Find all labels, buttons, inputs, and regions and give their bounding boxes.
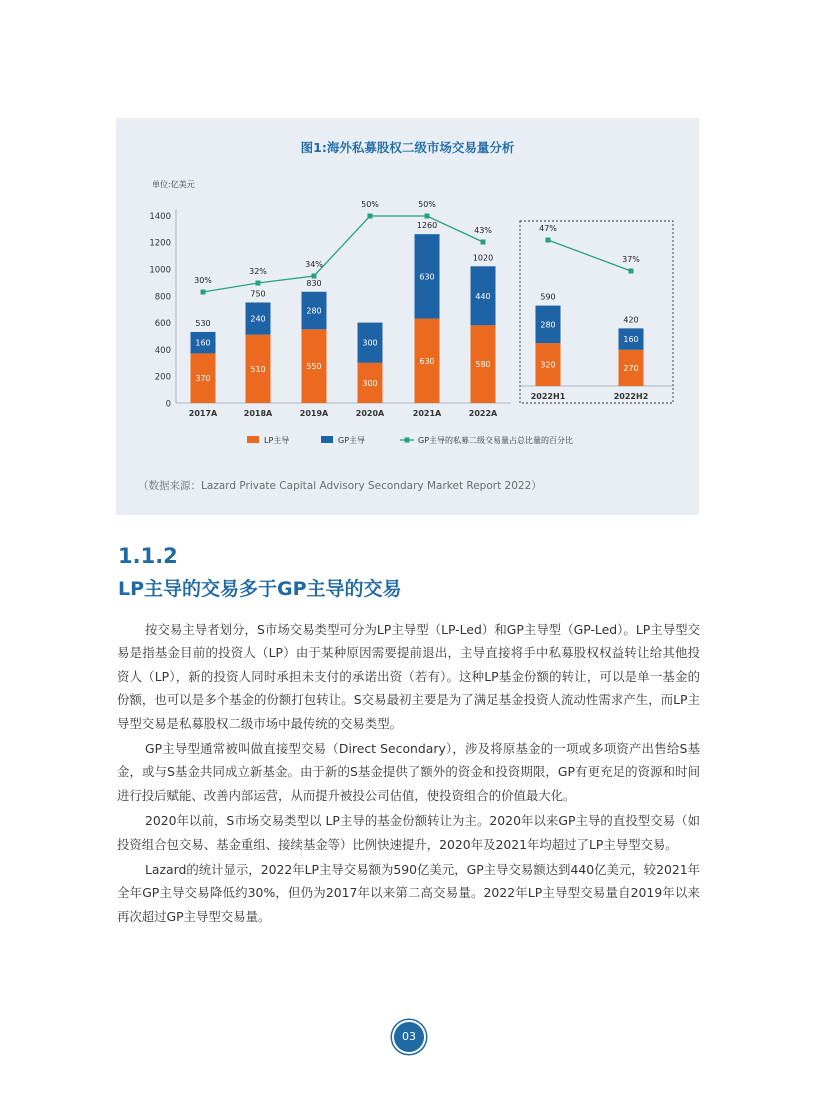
y-tick-label: 600 (154, 319, 171, 330)
bar-total-label: 1020 (472, 253, 494, 263)
bar-lp-label: 370 (195, 374, 211, 384)
pct-point (368, 214, 373, 219)
chart-title: 图1:海外私募股权二级市场交易量分析 (300, 140, 515, 155)
y-tick-label: 0 (165, 399, 171, 410)
bar-gp-label: 240 (250, 314, 266, 324)
pct-label: 30% (194, 276, 212, 285)
bar-total-label: 420 (623, 315, 639, 325)
bar-gp-label: 300 (362, 338, 378, 348)
pct-point (256, 281, 261, 286)
x-tick-label: 2022H1 (530, 392, 566, 401)
x-tick-label: 2021A (412, 409, 442, 418)
pct-label: 34% (305, 260, 323, 269)
paragraph: GP主导型通常被叫做直接型交易（Direct Secondary），涉及将原基金的一项或多项资产出售给S基金，或与S基金共同成立新基金。由于新的S基金提供了额外的资金和投资期限，GP有更充足的资源和时间进行投后赋能、改善内部运营，从而提升被投公司估值，使投资组合的价值最大化。 (117, 741, 700, 803)
section-number: 1.1.2 (118, 544, 178, 568)
bar-total-label: 1260 (416, 221, 438, 231)
chart-source: （数据来源：Lazard Private Capital Advisory Secondary Market Report 2022） (138, 480, 542, 492)
y-tick-label: 400 (154, 345, 171, 356)
bar-gp-label: 440 (475, 291, 491, 301)
section-title: LP主导的交易多于GP主导的交易 (118, 578, 402, 600)
pct-point (546, 238, 551, 243)
x-tick-label: 2020A (355, 409, 385, 418)
y-tick-label: 1000 (149, 265, 171, 276)
bar-gp-label: 630 (419, 272, 435, 282)
y-tick-label: 1400 (149, 211, 171, 222)
pct-point (312, 274, 317, 279)
pct-point (201, 290, 206, 295)
bar-lp-label: 270 (623, 363, 639, 373)
body-text (117, 618, 700, 930)
x-tick-label: 2018A (243, 409, 273, 418)
chart-panel (116, 118, 699, 515)
pct-point (425, 214, 430, 219)
x-tick-label: 2022A (468, 409, 498, 418)
bar-total-label: 750 (250, 289, 266, 299)
y-tick-label: 1200 (149, 238, 171, 249)
bar-gp-label: 280 (306, 306, 322, 316)
bar-lp-label: 580 (475, 360, 491, 370)
bar-lp-label: 550 (306, 362, 322, 372)
bar-lp-label: 630 (419, 356, 435, 366)
pct-label: 50% (361, 200, 379, 209)
legend-swatch-lp (247, 436, 259, 443)
pct-point (481, 240, 486, 245)
bar-gp-label: 160 (623, 335, 639, 345)
legend-label-pct: GP主导的私募二级交易量占总比量的百分比 (418, 436, 574, 445)
legend-label-lp: LP主导 (264, 436, 290, 445)
bar-gp-label: 160 (195, 338, 211, 348)
bar-gp-label: 280 (540, 320, 556, 330)
chart-svg (116, 118, 699, 515)
x-tick-label: 2022H2 (613, 392, 649, 401)
bar-total-label: 590 (540, 292, 556, 302)
legend-label-gp: GP主导 (338, 436, 366, 445)
paragraph: 2020年以前，S市场交易类型以 LP主导的基金份额转让为主。2020年以来GP主导的直投型交易（如投资组合包交易、基金重组、接续基金等）比例快速提升，2020年及2021年均超过了LP主导型交易。 (117, 813, 700, 852)
pct-line (548, 240, 631, 271)
pct-line (203, 216, 483, 292)
bar-total-label: 530 (195, 318, 211, 328)
unit-label: 单位:亿美元 (152, 180, 195, 189)
pct-label: 37% (622, 255, 640, 264)
bar-lp-label: 320 (540, 360, 556, 370)
pct-label: 32% (249, 267, 267, 276)
legend-swatch-pct-point (405, 438, 410, 443)
bar-lp-label: 300 (362, 378, 378, 388)
legend-swatch-gp (321, 436, 333, 443)
paragraph: 按交易主导者划分，S市场交易类型可分为LP主导型（LP-Led）和GP主导型（GP-Led）。LP主导型交易是指基金目前的投资人（LP）由于某种原因需要提前退出，主导直接将手中私募股权权益转让给其他投资人（LP），新的投资人同时承担未支付的承诺出资（若有）。这种LP基金份额的转让，可以是单一基金的份额，也可以是多个基金的份额打包转让。S交易最初主要是为了满足基金投资人流动性需求产生，而LP主导型交易是私募股权二级市场中最传统的交易类型。 (117, 622, 700, 731)
bar-lp-label: 510 (250, 364, 266, 374)
pct-label: 47% (539, 224, 557, 233)
x-tick-label: 2017A (188, 409, 218, 418)
paragraph: Lazard的统计显示，2022年LP主导交易额为590亿美元，GP主导交易额达到440亿美元，较2021年全年GP主导交易降低约30%，但仍为2017年以来第二高交易量。2022年LP主导型交易量自2019年以来再次超过GP主导型交易量。 (117, 862, 700, 924)
y-tick-label: 800 (154, 292, 171, 303)
x-tick-label: 2019A (299, 409, 329, 418)
pct-label: 43% (474, 226, 492, 235)
pct-point (629, 269, 634, 274)
bar-total-label: 830 (306, 278, 322, 288)
y-tick-label: 200 (154, 372, 171, 383)
page-number: 03 (392, 1020, 426, 1054)
pct-label: 50% (418, 200, 436, 209)
